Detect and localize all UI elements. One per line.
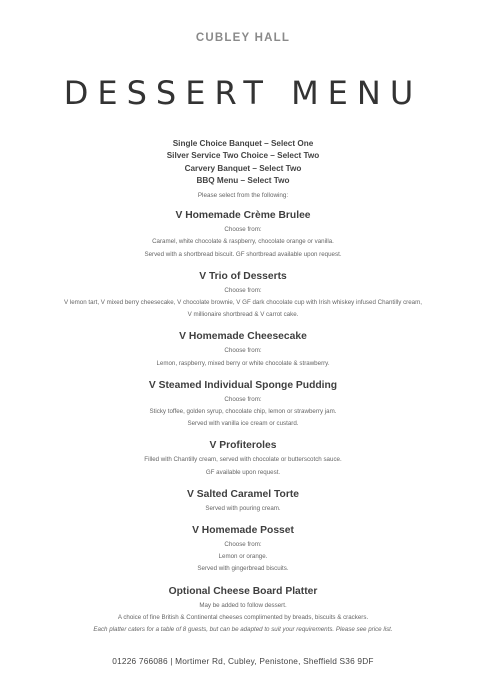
section-posset <box>4 524 482 576</box>
section-heading: V Homemade Posset <box>192 525 294 537</box>
section-profiteroles <box>4 439 482 478</box>
section-line: Served with pouring cream. <box>205 504 281 512</box>
section-cheesecake <box>4 330 482 369</box>
section-heading: Optional Cheese Board Platter <box>168 585 318 597</box>
section-line: Filled with Chantilly cream, served with chocolate or butterscotch sauce. <box>144 456 342 464</box>
section-line: May be added to follow dessert. <box>199 601 287 609</box>
section-line: GF available upon request. <box>205 468 281 476</box>
section-line: V millionaire shortbread & V carrot cake. <box>187 311 299 319</box>
section-line: Choose from: <box>224 286 262 294</box>
section-line: Lemon, raspberry, mixed berry or white chocolate & strawberry. <box>156 359 330 367</box>
page-title: DESSERT MENU <box>63 74 423 112</box>
choice-line: Silver Service Two Choice – Select Two <box>166 151 320 161</box>
banquet-choices <box>4 138 482 187</box>
section-heading: V Homemade Cheesecake <box>179 331 307 343</box>
choice-line: Single Choice Banquet – Select One <box>172 139 314 148</box>
section-line: Choose from: <box>224 541 262 549</box>
section-heading: V Profiteroles <box>209 440 277 452</box>
section-sponge-pudding <box>4 379 482 431</box>
section-creme-brulee <box>4 209 482 261</box>
section-line: Choose from: <box>224 347 262 355</box>
section-line: Served with vanilla ice cream or custard. <box>187 420 299 428</box>
section-line: Sticky toffee, golden syrup, chocolate chip, lemon or strawberry jam. <box>149 408 337 416</box>
section-line: Served with a shortbread biscuit. GF shortbread available upon request. <box>144 250 342 258</box>
section-line: Lemon or orange. <box>218 553 268 561</box>
menu-content <box>4 138 482 636</box>
section-line: A choice of fine British & Continental cheeses compliment​ed by breads, biscuits & crackers. <box>117 613 369 621</box>
section-salted-caramel-torte <box>4 488 482 515</box>
section-line: Choose from: <box>224 226 262 234</box>
instruction-text: Please select from the following: <box>197 192 289 200</box>
choice-line: BBQ Menu – Select Two <box>196 175 290 185</box>
section-line: V lemon tart, V mixed berry cheesecake, V chocolate brownie, V GF dark chocolate cup with Irish whiskey infused Chantilly cream, <box>63 299 422 306</box>
section-heading: V Homemade Crème Brulee <box>175 210 311 222</box>
choice-line: Carvery Banquet – Select Two <box>184 163 302 173</box>
section-heading: V Steamed Individual Sponge Pudding <box>148 379 338 391</box>
section-line: Served with gingerbread biscuits. <box>197 565 289 573</box>
section-note: Each platter caters for a table of 8 guests, but can be adapted to suit your requirements. Please see price list. <box>93 626 393 634</box>
section-line: Caramel, white chocolate & raspberry, chocolate orange or vanilla. <box>152 238 334 246</box>
section-line: Choose from: <box>224 395 262 403</box>
section-trio-of-desserts <box>4 270 482 322</box>
section-heading: V Trio of Desserts <box>199 270 287 282</box>
brand-logo-text: CUBLEY HALL <box>195 32 291 44</box>
section-cheese-board <box>4 585 482 637</box>
section-heading: V Salted Caramel Torte <box>187 488 299 500</box>
footer-contact: 01226 766086 | Mortimer Rd, Cubley, Penistone, Sheffield S36 9DF <box>112 656 374 666</box>
